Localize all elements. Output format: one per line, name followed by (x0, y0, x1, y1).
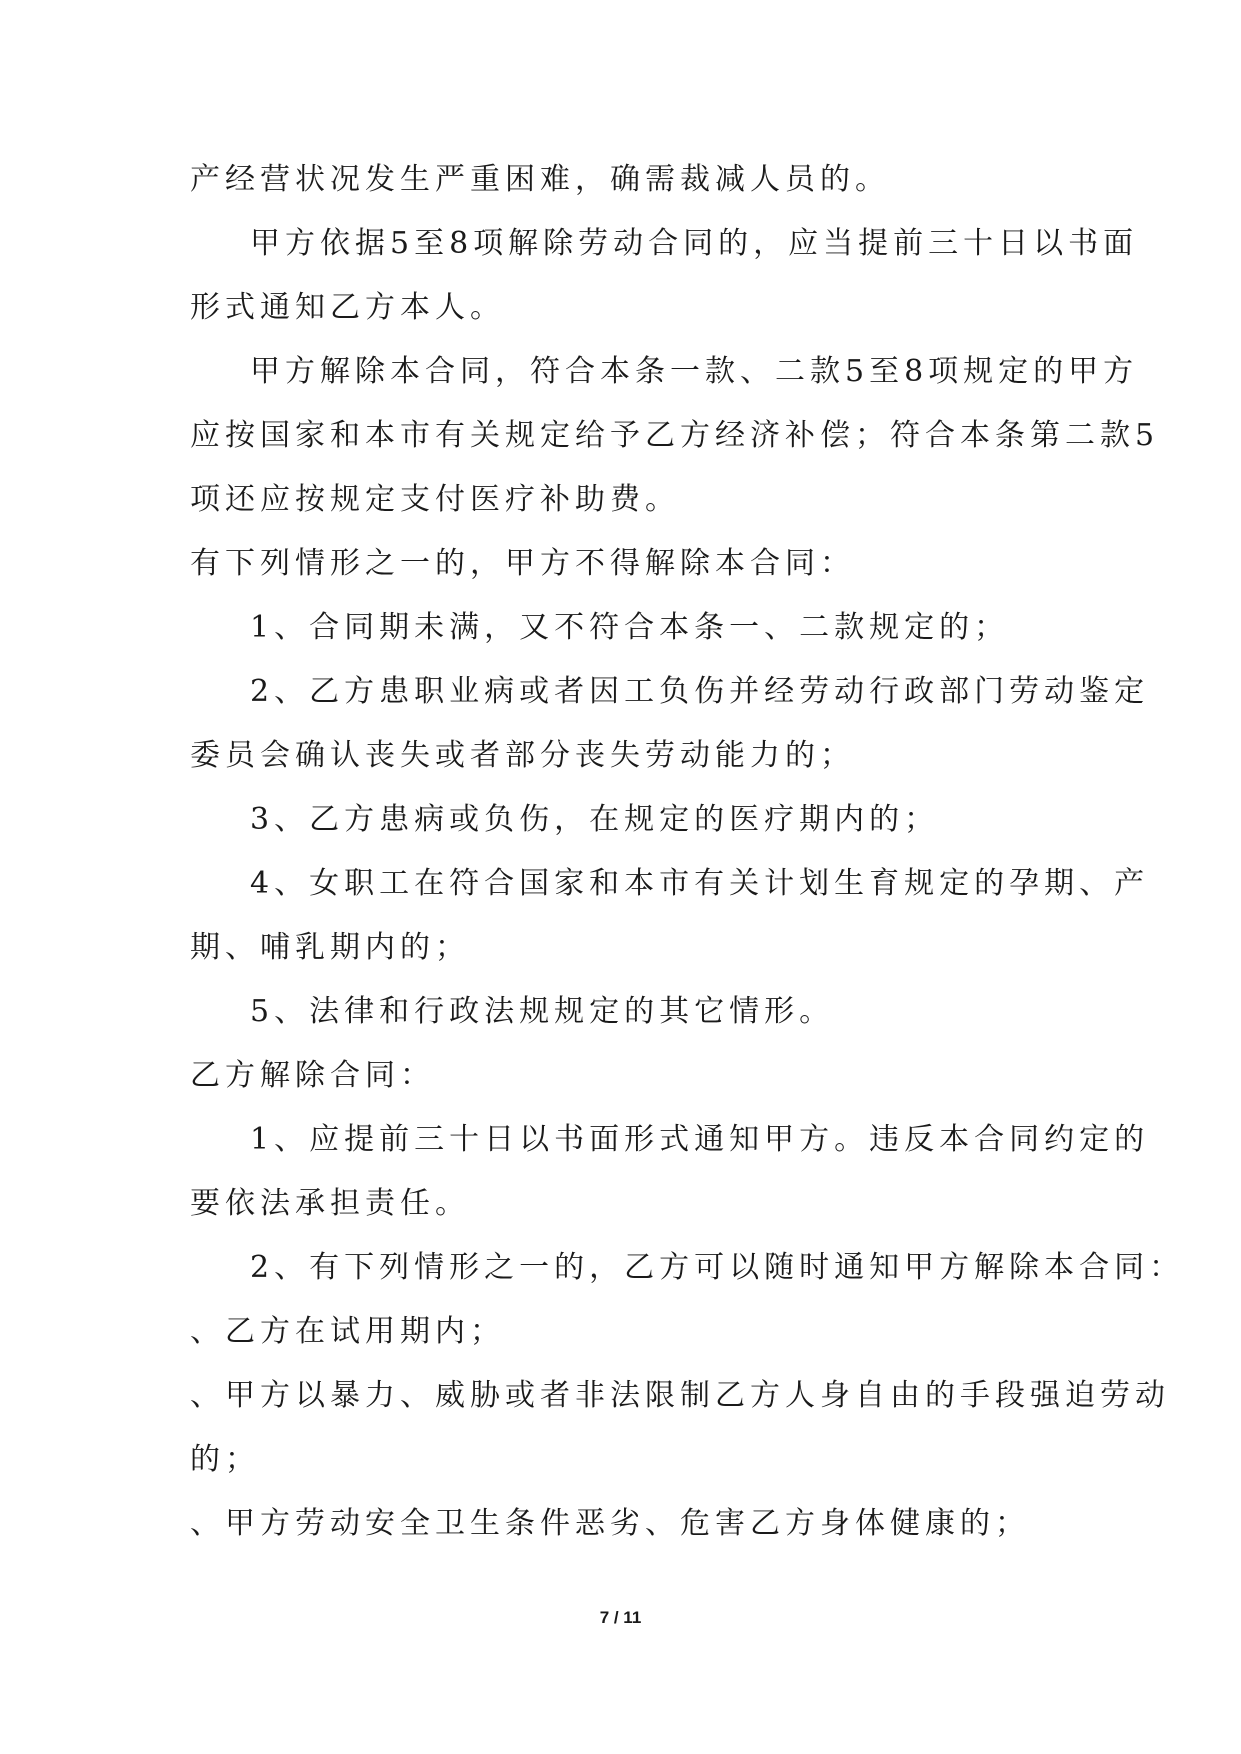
text-line: 项还应按规定支付医疗补助费。 (190, 482, 680, 517)
list-item: 2、乙方患职业病或者因工负伤并经劳动行政部门劳动鉴定 (250, 674, 1150, 709)
text-line: 形式通知乙方本人。 (190, 290, 505, 325)
text-line: 产经营状况发生严重困难，确需裁减人员的。 (190, 162, 890, 197)
list-item: 2、有下列情形之一的，乙方可以随时通知甲方解除本合同： (250, 1250, 1185, 1285)
text-line: 委员会确认丧失或者部分丧失劳动能力的； (190, 738, 855, 773)
list-item: 3、乙方患病或负伤，在规定的医疗期内的； (250, 802, 940, 837)
list-item: 5、法律和行政法规规定的其它情形。 (250, 994, 835, 1029)
text-line: 要依法承担责任。 (190, 1186, 470, 1221)
page-number: 7 / 11 (599, 1608, 642, 1627)
list-item: 4、女职工在符合国家和本市有关计划生育规定的孕期、产 (250, 866, 1150, 901)
list-item: 1、应提前三十日以书面形式通知甲方。违反本合同约定的 (250, 1122, 1150, 1157)
text-line: 甲方解除本合同，符合本条一款、二款5至8项规定的甲方 (250, 354, 1139, 389)
document-body (190, 148, 1185, 1556)
list-item: 、甲方劳动安全卫生条件恶劣、危害乙方身体健康的； (190, 1506, 1030, 1541)
text-line: 期、哺乳期内的； (190, 930, 470, 965)
section-heading: 有下列情形之一的，甲方不得解除本合同： (190, 546, 855, 581)
list-item: 、乙方在试用期内； (190, 1314, 505, 1349)
section-heading: 乙方解除合同： (190, 1058, 435, 1093)
list-item: 、甲方以暴力、威胁或者非法限制乙方人身自由的手段强迫劳动 (190, 1378, 1170, 1413)
text-line: 甲方依据5至8项解除劳动合同的，应当提前三十日以书面 (250, 226, 1139, 261)
text-line: 应按国家和本市有关规定给予乙方经济补偿；符合本条第二款5 (190, 418, 1160, 453)
text-line: 的； (190, 1442, 260, 1477)
list-item: 1、合同期未满，又不符合本条一、二款规定的； (250, 610, 1010, 645)
